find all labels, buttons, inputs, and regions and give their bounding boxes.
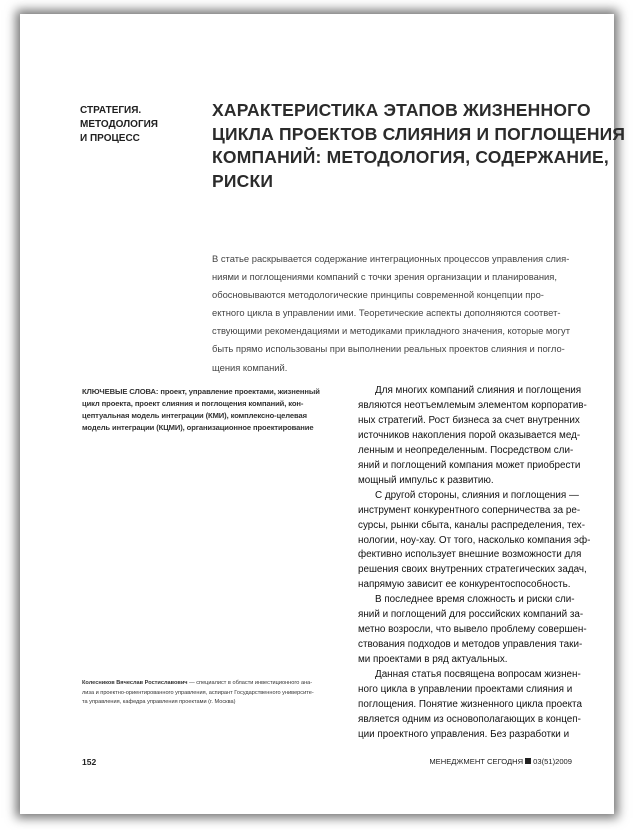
title-line: ЦИКЛА ПРОЕКТОВ СЛИЯНИЯ И ПОГЛОЩЕНИЯ xyxy=(212,123,626,144)
title-line: КОМПАНИЙ: МЕТОДОЛОГИЯ, СОДЕРЖАНИЕ, xyxy=(212,147,609,167)
author-desc: — специалист в области инвестиционного ана- xyxy=(187,680,313,686)
rubric-line: И ПРОЦЕСС xyxy=(80,133,140,144)
body-line: С другой стороны, слияния и поглощения — xyxy=(375,489,579,501)
journal-footer xyxy=(429,757,572,766)
title-line: РИСКИ xyxy=(212,170,274,191)
body-line: источников накопления порой оказывается мед- xyxy=(358,429,581,441)
body-line: фективно использует внешние возможности для xyxy=(358,549,582,561)
abstract-line: ектного цикла в управлении ими. Теоретические аспекты дополняются соответ- xyxy=(212,307,561,319)
keywords-line: КЛЮЧЕВЫЕ СЛОВА: проект, управление проектами, жизненный xyxy=(82,387,320,396)
abstract-line: ствующими рекомендациями и методиками прикладного значения, которые могут xyxy=(212,325,570,337)
page-number: 152 xyxy=(82,757,97,767)
keywords-line: цептуальная модель интеграции (КМИ), комплексно-целевая xyxy=(82,411,307,421)
body-line: Данная статья посвящена вопросам жизнен- xyxy=(375,669,581,681)
body-line: сурсы, рынки сбыта, каналы распределения, тех- xyxy=(358,519,585,531)
body-line: ленным и неопределенным. Посредством сли- xyxy=(358,444,574,456)
article-abstract xyxy=(212,250,592,377)
body-line: являются неотъемлемым элементом корпоратив- xyxy=(358,399,587,411)
keywords-line: модель интеграции (КЦМИ), организационное проектирование xyxy=(82,423,314,433)
section-rubric xyxy=(80,104,200,146)
rubric-line: СТРАТЕГИЯ. xyxy=(80,105,142,116)
journal-page xyxy=(20,14,626,814)
body-line: является одним из основополагающих в концеп- xyxy=(358,713,581,725)
body-line: решения своих внутренних стратегических задач, xyxy=(358,564,587,576)
body-line: ного цикла в управлении проектами слияния и xyxy=(358,684,573,696)
body-line: мощный импульс к развитию. xyxy=(358,474,494,486)
author-desc-line: лиза и проектно-ориентированного управления, аспирант Государственного университе- xyxy=(82,689,314,696)
author-info xyxy=(82,679,352,708)
body-line: яний и поглощений для российских компаний за- xyxy=(358,609,584,621)
keywords-block xyxy=(82,386,347,434)
abstract-line: обосновываются методологические принципы современной концепции про- xyxy=(212,289,544,301)
abstract-line: быть прямо использованы при выполнении реальных проектов слияния и погло- xyxy=(212,343,565,355)
rubric-line: МЕТОДОЛОГИЯ xyxy=(80,119,158,130)
article-title xyxy=(212,99,626,193)
body-line: нологии, ноу-хау. От того, насколько компания эф- xyxy=(358,534,591,546)
body-line: яний и поглощений компания может приобрести xyxy=(358,459,581,471)
body-line: метно возросли, что вывело проблему совершен- xyxy=(358,624,587,636)
abstract-line: щения компаний. xyxy=(212,361,288,373)
author-desc-line: та управления, кафедра управления проектами (г. Москва) xyxy=(82,699,236,706)
abstract-line: ниями и поглощениями компаний с точки зрения организации и планирования, xyxy=(212,271,557,283)
keywords-line: цикл проекта, проект слияния и поглощения компаний, кон- xyxy=(82,399,304,409)
body-line: инструмент конкурентного соперничества за ре- xyxy=(358,504,581,516)
author-name: Колесников Вячеслав Ростиславович xyxy=(82,680,188,686)
square-bullet-icon xyxy=(525,758,531,764)
body-line: ных стратегий. Рост бизнеса за счет внутренних xyxy=(358,414,580,426)
body-line: ции проектного управления. Без разработки и xyxy=(358,728,570,740)
body-text-column xyxy=(358,384,598,743)
body-line: напрямую зависит ее конкурентоспособность. xyxy=(358,579,571,591)
body-line: поглощения. Понятие жизненного цикла проекта xyxy=(358,699,582,711)
journal-name: МЕНЕДЖМЕНТ СЕГОДНЯ xyxy=(429,757,524,766)
body-line: Для многих компаний слияния и поглощения xyxy=(375,385,582,396)
journal-issue: 03(51)2009 xyxy=(533,757,572,766)
body-line: В последнее время сложность и риски сли- xyxy=(375,594,575,606)
title-line: ХАРАКТЕРИСТИКА ЭТАПОВ ЖИЗНЕННОГО xyxy=(212,100,591,120)
body-line: ствования подходов и методов управления таки- xyxy=(358,639,583,651)
body-line: ми проектами в ряд актуальных. xyxy=(358,654,508,666)
abstract-line: В статье раскрывается содержание интеграционных процессов управления слия- xyxy=(212,253,570,264)
